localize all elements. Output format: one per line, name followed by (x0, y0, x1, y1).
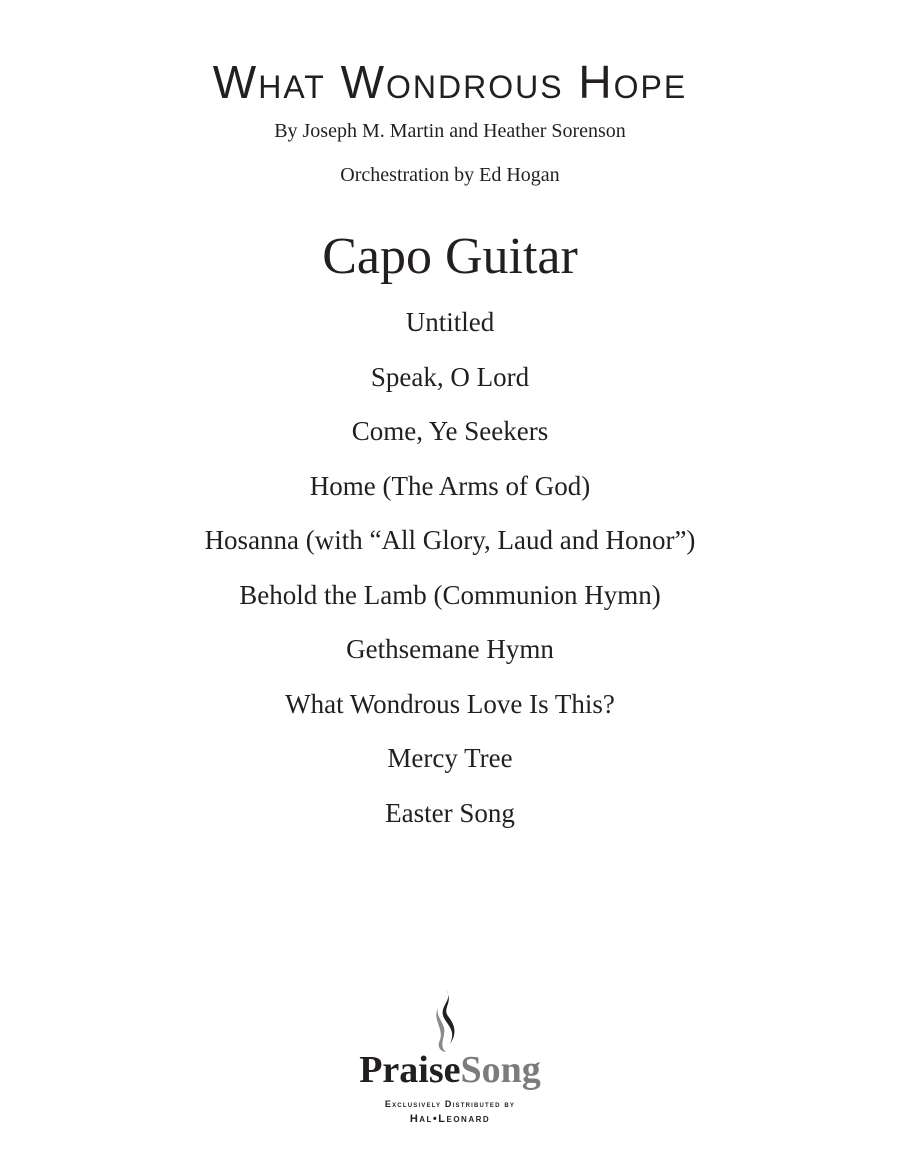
distributor-name: Hal•Leonard (409, 1113, 491, 1125)
song-item: Home (The Arms of God) (309, 470, 591, 501)
part-name: Capo Guitar (322, 228, 578, 285)
authors-credit: By Joseph M. Martin and Heather Sorenson (274, 120, 626, 142)
song-item: Behold the Lamb (Communion Hymn) (239, 579, 661, 610)
brand-part-praise: Praise (359, 1049, 461, 1091)
song-item: Easter Song (385, 797, 515, 828)
song-item: Come, Ye Seekers (351, 416, 549, 446)
page-title: What Wondrous Hope (212, 56, 688, 108)
distributed-by-label: Exclusively Distributed by (384, 1099, 516, 1109)
song-item: Gethsemane Hymn (346, 634, 554, 664)
brand-wordmark (330, 1048, 570, 1092)
flame-icon (424, 988, 470, 1054)
song-item: Speak, O Lord (370, 361, 530, 392)
song-item: What Wondrous Love Is This? (285, 688, 615, 719)
song-item: Mercy Tree (387, 743, 513, 773)
song-item: Hosanna (with “All Glory, Laud and Honor”) (204, 525, 696, 555)
orchestration-credit: Orchestration by Ed Hogan (340, 164, 560, 186)
song-list (0, 302, 900, 847)
song-item: Untitled (405, 307, 495, 337)
praisesong-logo (330, 988, 570, 1138)
brand-part-song: Song (460, 1049, 541, 1091)
